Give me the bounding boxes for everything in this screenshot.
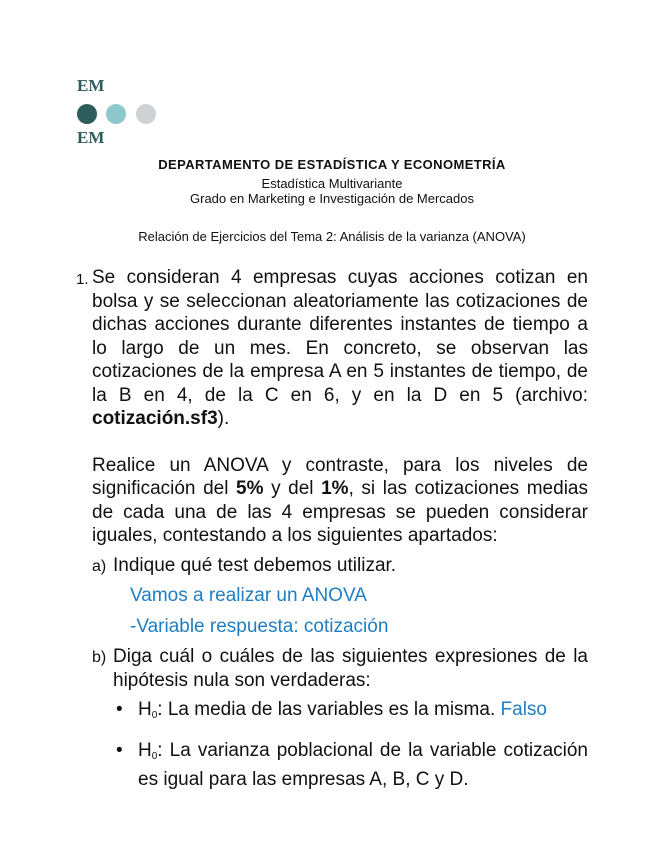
department-title: DEPARTAMENTO DE ESTADÍSTICA Y ECONOMETRÍA	[158, 157, 506, 172]
significance-level-2: 1%	[321, 478, 349, 499]
hypothesis-item-2	[92, 739, 588, 792]
subject-title: Estadística Multivariante	[261, 176, 403, 191]
logo-dot-grey	[136, 104, 156, 124]
h-subscript-2: 0	[151, 750, 158, 762]
bullet-1: •	[116, 699, 123, 720]
task-text-3: , si las cotizaciones medias de cada una de las 4 empresas se pueden considerar iguales, contestando a los siguientes apartados:	[92, 478, 588, 546]
logo-bottom-text: EM	[77, 128, 105, 147]
task-text-2: y del	[263, 478, 322, 499]
degree-title: Grado en Marketing e Investigación de Mercados	[190, 191, 474, 206]
hypothesis-2-text: : La varianza poblacional de la variable cotización es igual para las empresas A, B, C y D.	[138, 739, 588, 790]
logo-top-text: EM	[77, 76, 105, 95]
part-a-text: Indique qué test debemos utilizar.	[113, 554, 397, 576]
task-text-1: Realice un ANOVA y contraste, para los niveles de significación del	[92, 454, 588, 499]
part-a-answer-2: -Variable respuesta: cotización	[130, 615, 389, 637]
significance-level-1: 5%	[236, 478, 264, 499]
exercise-statement	[92, 266, 588, 431]
h-letter-1: H	[138, 699, 152, 720]
exercise-task	[92, 454, 588, 548]
part-b	[92, 645, 588, 792]
part-a-answer-1: Vamos a realizar un ANOVA	[130, 585, 367, 606]
bullet-2: •	[116, 739, 123, 761]
hypothesis-item-1	[92, 698, 588, 728]
statement-text: Se consideran 4 empresas cuyas acciones cotizan en bolsa y se seleccionan aleatoriamente las cotizaciones de dichas acciones durante diferentes instantes de tiempo a lo largo de un mes. En concreto, se observan las cotizaciones de la empresa A en 5 instantes de tiempo, de la B en 4, de la C en 6, y en la D en 5 (archivo:	[92, 267, 588, 406]
exercise-number: 1.	[76, 271, 89, 288]
statement-end: ).	[217, 408, 230, 429]
file-name: cotización.sf3	[92, 408, 218, 429]
part-a-letter: a)	[92, 557, 107, 575]
h-letter-2: H	[138, 739, 152, 761]
part-b-question	[92, 645, 588, 692]
hypothesis-1-answer: Falso	[500, 699, 547, 720]
exercise-set-title: Relación de Ejercicios del Tema 2: Análisis de la varianza (ANOVA)	[138, 229, 526, 244]
logo-dot-light	[106, 104, 126, 124]
hypothesis-1-text: : La media de las variables es la misma.	[157, 699, 501, 720]
logo-dot-dark	[77, 104, 97, 124]
part-b-letter: b)	[92, 649, 107, 666]
part-a	[92, 554, 588, 639]
part-a-question	[92, 554, 588, 578]
exercise-body	[76, 266, 588, 792]
h-subscript-1: 0	[151, 710, 158, 721]
part-b-text: Diga cuál o cuáles de las siguientes expresiones de la hipótesis nula son verdaderas:	[113, 646, 588, 691]
